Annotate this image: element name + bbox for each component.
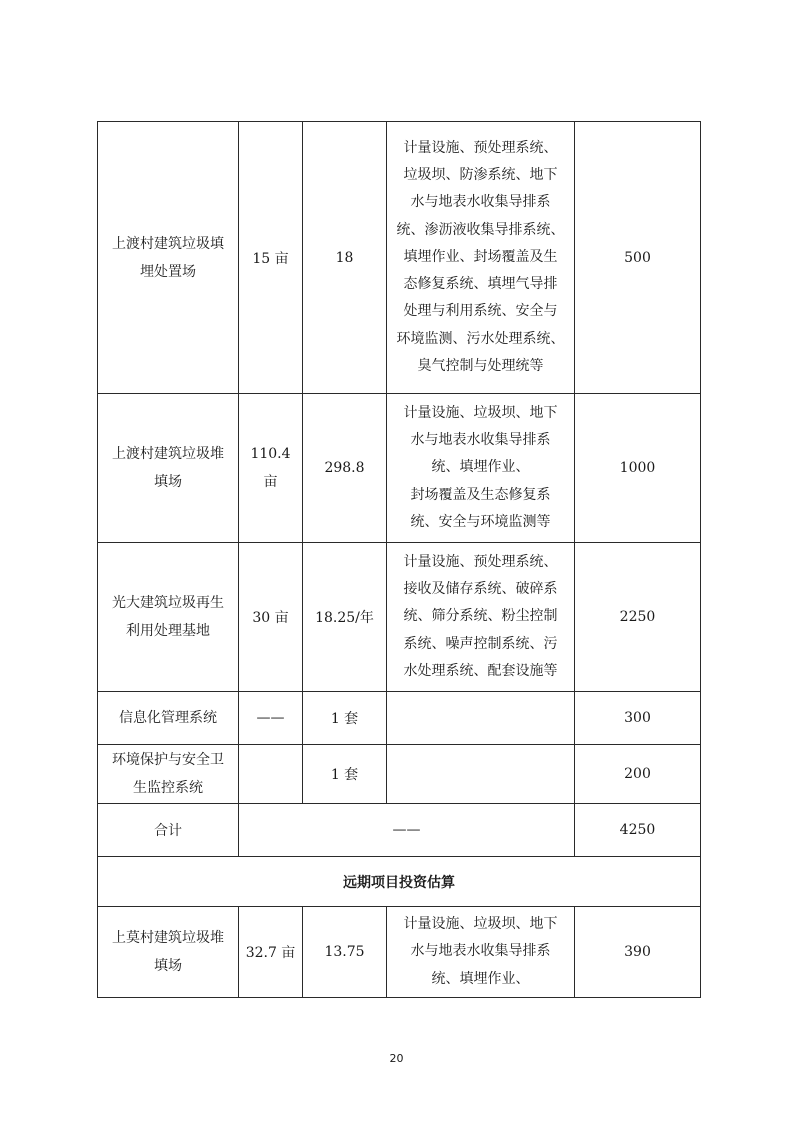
project-name-cell: 上莫村建筑垃圾堆 填场 [98, 907, 239, 998]
capacity-cell: 13.75 [303, 907, 387, 998]
table-row [98, 692, 701, 745]
investment-cell: 500 [575, 122, 701, 394]
investment-cell: 1000 [575, 394, 701, 543]
area-cell: 30 亩 [239, 543, 303, 692]
capacity-cell: 18.25/年 [303, 543, 387, 692]
table-row [98, 394, 701, 543]
capacity-cell: 1 套 [303, 745, 387, 804]
total-dash: —— [239, 804, 575, 857]
capacity-cell: 298.8 [303, 394, 387, 543]
page-number: 20 [389, 1052, 404, 1065]
investment-table [97, 121, 701, 998]
content-cell: 计量设施、预处理系统、 接收及储存系统、破碎系 统、筛分系统、粉尘控制 系统、噪声控制系统、污 水处理系统、配套设施等 [387, 543, 575, 692]
area-cell: 15 亩 [239, 122, 303, 394]
project-name-cell: 信息化管理系统 [98, 692, 239, 745]
capacity-cell: 1 套 [303, 692, 387, 745]
investment-cell: 200 [575, 745, 701, 804]
project-name-cell: 环境保护与安全卫 生监控系统 [98, 745, 239, 804]
table-row [98, 543, 701, 692]
content-cell [387, 745, 575, 804]
section-header-row [98, 857, 701, 907]
project-name-cell: 上渡村建筑垃圾堆 填场 [98, 394, 239, 543]
capacity-cell: 18 [303, 122, 387, 394]
investment-table-page [97, 121, 700, 998]
table-row [98, 907, 701, 998]
area-cell: 32.7 亩 [239, 907, 303, 998]
area-cell [239, 745, 303, 804]
content-cell: 计量设施、垃圾坝、地下 水与地表水收集导排系 统、填埋作业、 [387, 907, 575, 998]
content-cell: 计量设施、垃圾坝、地下 水与地表水收集导排系 统、填埋作业、 封场覆盖及生态修复系 统、安全与环境监测等 [387, 394, 575, 543]
content-cell [387, 692, 575, 745]
investment-cell: 2250 [575, 543, 701, 692]
investment-cell: 300 [575, 692, 701, 745]
area-cell: 110.4 亩 [239, 394, 303, 543]
table-row [98, 122, 701, 394]
area-cell: —— [239, 692, 303, 745]
investment-cell: 390 [575, 907, 701, 998]
project-name-cell: 光大建筑垃圾再生 利用处理基地 [98, 543, 239, 692]
table-row [98, 745, 701, 804]
total-row [98, 804, 701, 857]
content-cell: 计量设施、预处理系统、 垃圾坝、防渗系统、地下 水与地表水收集导排系 统、渗沥液收集导排系统、 填埋作业、封场覆盖及生 态修复系统、填埋气导排 处理与利用系统、安全与 环境监测、污水处理系统、 臭气控制与处理统等 [387, 122, 575, 394]
section-title: 远期项目投资估算 [98, 857, 701, 907]
total-label: 合计 [98, 804, 239, 857]
project-name-cell: 上渡村建筑垃圾填 埋处置场 [98, 122, 239, 394]
total-investment: 4250 [575, 804, 701, 857]
